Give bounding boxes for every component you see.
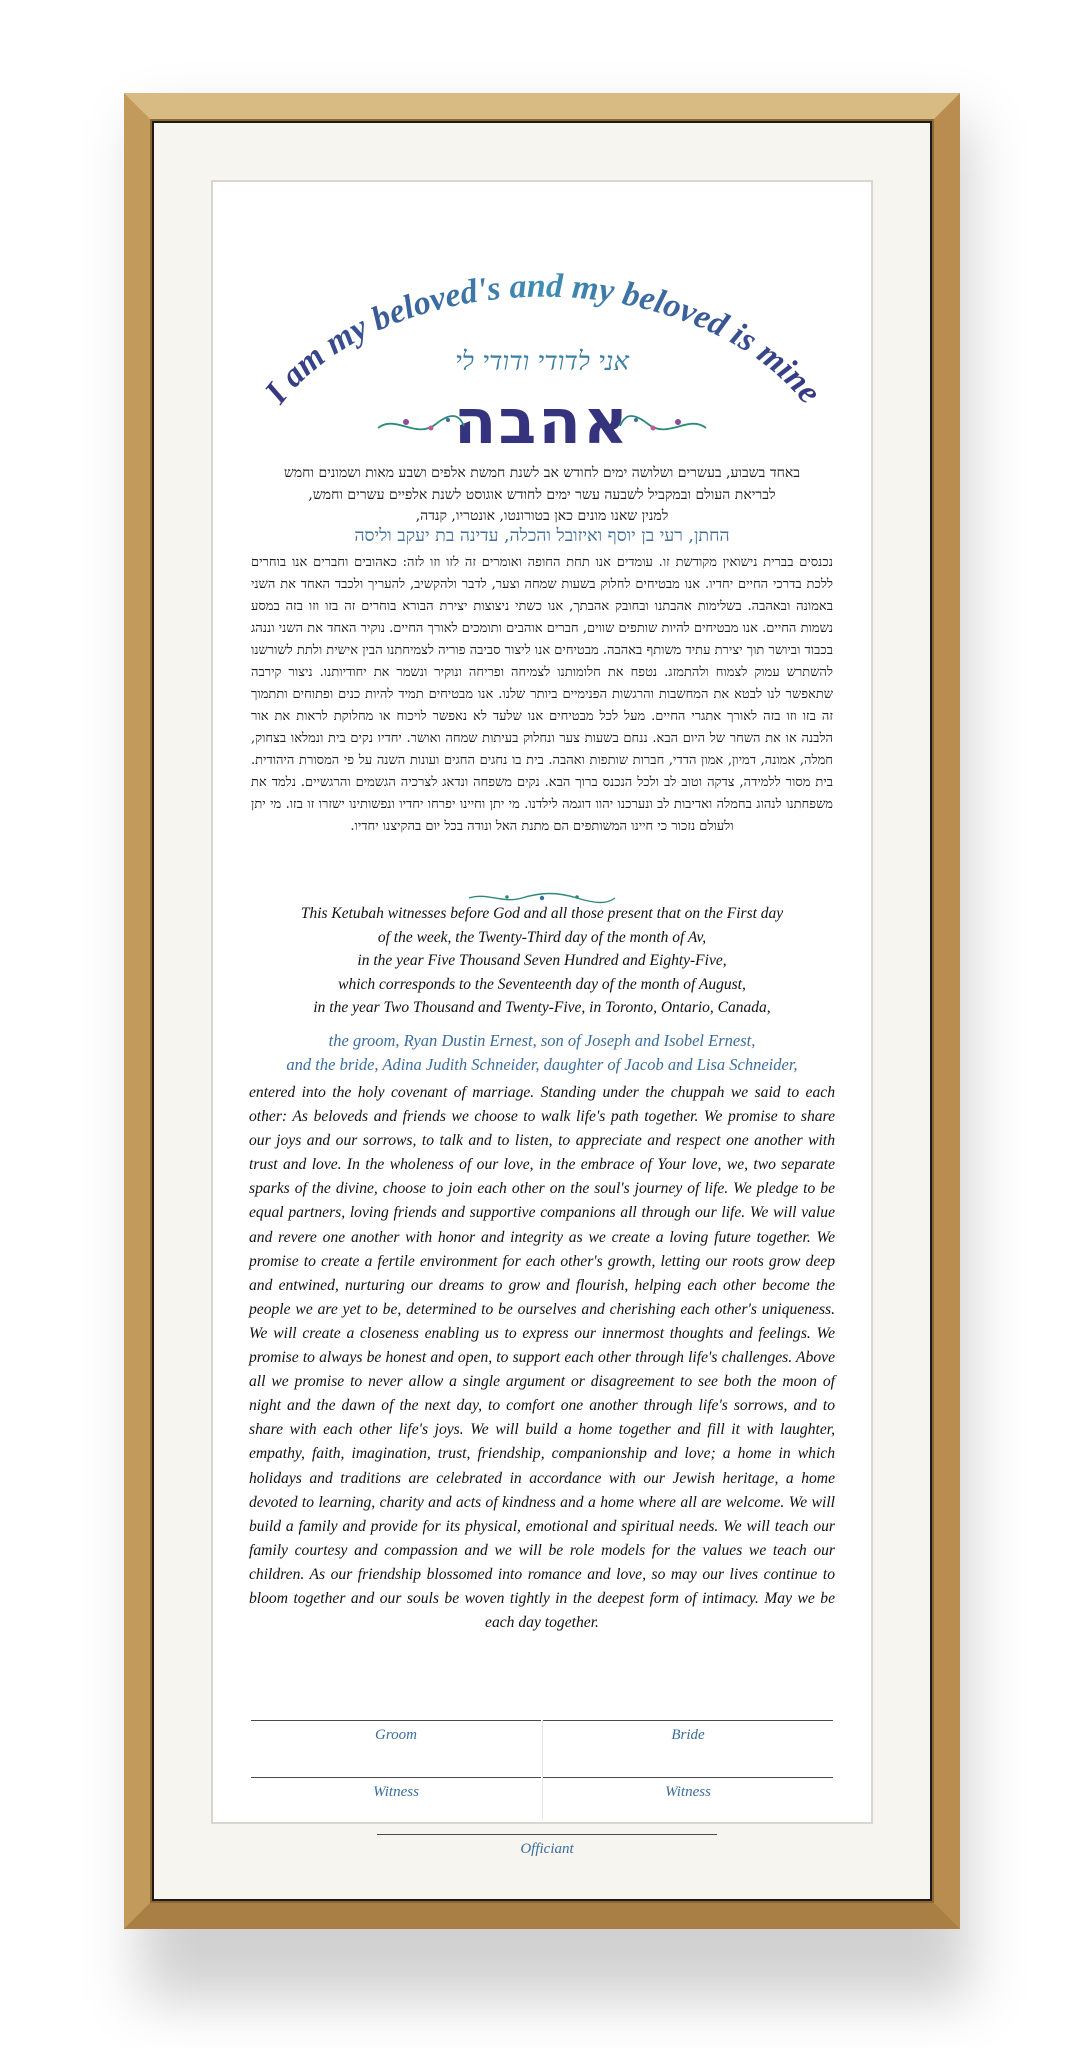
groom-signature-line — [251, 1720, 541, 1721]
officiant-label: Officiant — [520, 1841, 574, 1857]
english-groom-line: the groom, Ryan Dustin Ernest, son of Joseph and Isobel Ernest, — [328, 1031, 756, 1050]
floral-flourish-icon — [376, 410, 466, 440]
english-date-line: of the week, the Twenty-Third day of the month of Av, — [377, 928, 707, 946]
mat-board — [154, 123, 930, 1899]
hebrew-names: החתן, רעי בן יוסף ואיזובל והכלה, עדינה בת יעקב וליסה — [354, 526, 730, 546]
signature-separator — [542, 1720, 543, 1820]
english-date-line: in the year Two Thousand and Twenty-Five, in Toronto, Ontario, Canada, — [313, 999, 771, 1016]
witness-1-label: Witness — [373, 1784, 419, 1800]
officiant-signature-line — [377, 1834, 717, 1835]
floral-flourish-icon — [618, 410, 708, 440]
hebrew-date-block — [251, 463, 833, 528]
groom-label: Groom — [375, 1727, 417, 1743]
picture-frame — [124, 93, 960, 1929]
english-date-line: which corresponds to the Seventeenth day of the month of August, — [338, 975, 746, 993]
english-body: entered into the holy covenant of marriage. Standing under the chuppah we said to each other: As beloveds and friends we choose to walk life's path together. We promise to share our joys and our sorrows, to talk and to listen, to appreciate and respect one another with trust and love. In the wholeness of our love, in the embrace of Your love, we, two separate sparks of the divine, choose to join each other on the soul's journey of life. We pledge to be equal partners, loving friends and supportive companions all through our life. We will value and revere one another with honor and integrity as we create a loving future together. We promise to create a fertile environment for each other's growth, letting our roots grow deep and entwined, nurturing our dreams to grow and flourish, helping each other become the people we are yet to be, determined to be ourselves and cherishing each other's uniqueness. We will create a closeness enabling us to express our innermost thoughts and feelings. We promise to always be honest and open, to support each other through life's challenges. Above all we promise to never allow a single argument or disagreement to see both the moon of night and the dawn of the next day, to comfort one another through life's sorrows, and to share with each other life's joys. We will build a home together and fill it with laughter, empathy, faith, imagination, trust, friendship, companionship and love; a home in which holidays and traditions are celebrated in accordance with our Jewish heritage, a home devoted to learning, charity and acts of kindness and a home where all are welcome. We will build a family and provide for its physical, emotional and spiritual needs. We will teach our family courtesy and compassion and we will be role models for the values we teach our children. As our friendship blossomed into romance and love, so may our lives continue to bloom together and our souls be woven tightly in the deepest form of intimacy. May we be each day together. — [249, 1084, 835, 1632]
witness-1-signature-line — [251, 1777, 541, 1778]
hebrew-date-line: באחד בשבוע, בעשרים ושלושה ימים לחודש אב לשנת חמשת אלפים ושבע מאות ושמונים וחמש — [283, 465, 801, 481]
hebrew-body: נכנסים בברית נישואין מקודשת זו. עומדים אנו תחת החופה ואומרים זה לזו וזו לזה: כאהובים וחברים אנו בוחרים ללכת בדרכי החיים יחדיו. אנו מבטיחים לחלוק בשעות שמחה וצער, לדבר ולהקשיב, להעריך ולכבד האחד את השני באמונה ובאהבה. בשלימות אהבתנו ובחובק אהבתך, אנו כשתי ניצוצות יצירת הבורא בוחרים זה בזו וזו בזה במסע נשמות החיים. אנו מבטיחים להיות שותפים שווים, חברים אוהבים ותומכים לאורך החיים. נוקיר האחד את השני וננהג בכבוד וביושר תוך יצירת עתיד משותף באהבה. מבטיחים אנו ליצור סביבה פוריה לצמיחתנו הבין אישית ולתת לשורשנו להשתרש עמוק לצמוח ולהתמזג. נטפח את חלומותנו לצמיחה ופריחה ונוקיר ונשמר את יחודיותנו. ניצור קירבה שתאפשר לנו לבטא את המחשבות והרגשות הפנימיים ביותר שלנו. אנו מבטיחים תמיד להיות כנים ופתוחים ותתמוך זה בזו וזו בזה לאורך אתגרי החיים. מעל לכל מבטיחים אנו שלעד לא נאפשר לויכוח או מחלוקת לראות את אור הלבנה או את השחר של היום הבא. ננחם בשעות צער ונחלוק בעיתות שמחה ואושר. יחדיו נקים בית ונמלאו בצחוק, חמלה, אמונה, דמיון, אמון הדדי, חברות שותפות ואהבה. בית בו נחגים החגים ועונות השנה על פי המסורת היהודית. בית מסור ללמידה, צדקה וטוב לב ולכל הנכנס ברוך הבא. נקים משפחה ונדאג לצרכיה הגשמים והרגשיים. נלמד את משפחתנו לנהוג בחמלה ואדיבות לב ונערכנו יהוו דוגמה לילדנו. מי יתן וחיינו יפרחו יחדיו ונפשותינו ישזרו זו בזו. מי יתן ולעולם נזכור כי חיינו המשותפים הם מתנת האל ונודה בכל יום בהקיצנו יחדיו. — [251, 555, 834, 834]
witness-2-label: Witness — [665, 1784, 711, 1800]
bride-signature-line — [543, 1720, 833, 1721]
bride-label: Bride — [671, 1727, 705, 1743]
hebrew-title: אהבה — [453, 385, 631, 458]
english-date-line: This Ketubah witnesses before God and all those present that on the First day — [300, 905, 784, 922]
witness-2-signature-line — [543, 1777, 833, 1778]
english-bride-line: and the bride, Adina Judith Schneider, daughter of Jacob and Lisa Schneider, — [286, 1055, 798, 1074]
hebrew-date-line: לבריאת העולם ובמקביל לשבעה עשר ימים לחודש אוגוסט לשנת אלפיים עשרים וחמש, — [308, 486, 776, 503]
hebrew-subtitle: אני לדודי ודודי לי — [454, 347, 630, 377]
hebrew-date-line: למנין שאנו מונים כאן בטורונטו, אונטריו, קנדה, — [415, 508, 669, 524]
ketubah-document — [211, 180, 873, 1857]
english-date-block — [251, 902, 833, 1020]
english-names-block — [251, 1029, 833, 1077]
english-date-line: in the year Five Thousand Seven Hundred and Eighty-Five, — [357, 952, 727, 969]
arc-title-text: I am my beloved's and my beloved is mine — [257, 267, 829, 411]
